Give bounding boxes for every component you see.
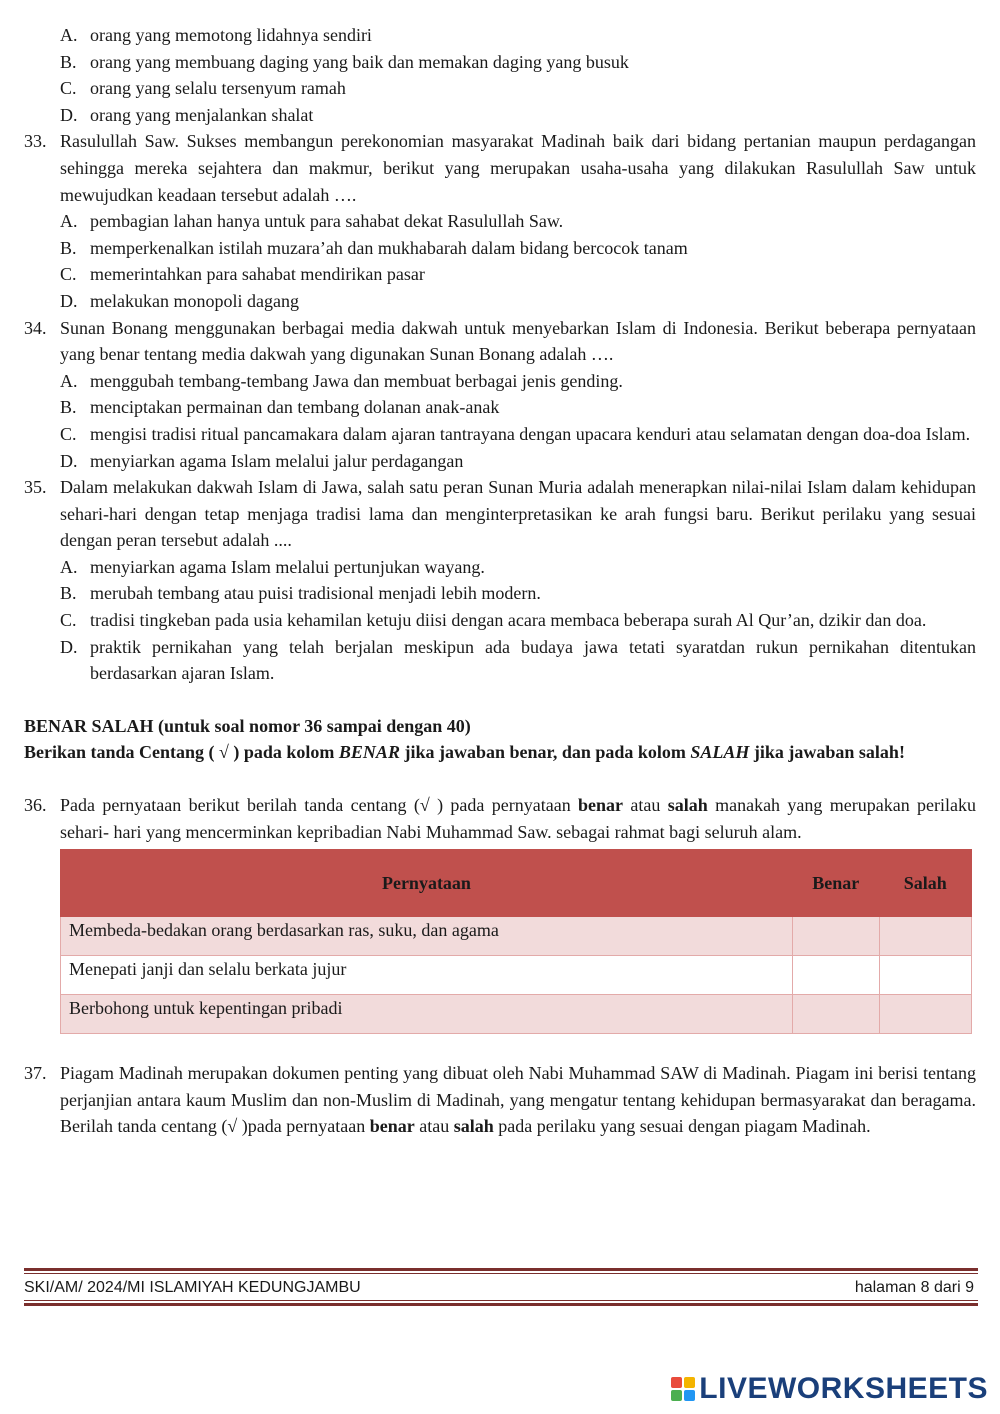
q35-option-a[interactable]: A. menyiarkan agama Islam melalui pertunjukan wayang. (60, 556, 485, 577)
statement-cell: Menepati janji dan selalu berkata jujur (61, 956, 793, 995)
footer-document-code: SKI/AM/ 2024/MI ISLAMIYAH KEDUNGJAMBU (24, 1279, 361, 1296)
footer-divider-top-thin (24, 1273, 978, 1274)
footer-page-number: halaman 8 dari 9 (854, 1279, 974, 1296)
q34-option-a[interactable]: A. menggubah tembang-tembang Jawa dan membuat berbagai jenis gending. (60, 370, 623, 391)
section-instruction: Berikan tanda Centang ( √ ) pada kolom BENAR jika jawaban benar, dan pada kolom SALAH jika jawaban salah! (24, 742, 905, 763)
q33-option-a[interactable]: A. pembagian lahan hanya untuk para sahabat dekat Rasulullah Saw. (60, 211, 564, 232)
salah-checkbox-cell[interactable] (879, 995, 972, 1034)
statement-cell: Membeda-bedakan orang berdasarkan ras, suku, dan agama (61, 917, 793, 956)
q32-options (24, 22, 976, 128)
benar-checkbox-cell[interactable] (792, 995, 879, 1034)
q33-option-d[interactable]: D. melakukan monopoli dagang (60, 290, 299, 311)
benar-checkbox-cell[interactable] (792, 917, 879, 956)
benar-checkbox-cell[interactable] (792, 956, 879, 995)
footer-divider-bottom-thin (24, 1300, 978, 1301)
q33-option-b[interactable]: B. memperkenalkan istilah muzara’ah dan mukhabarah dalam bidang bercocok tanam (60, 237, 688, 258)
q32-option-c[interactable]: C. orang yang selalu tersenyum ramah (60, 78, 346, 99)
statement-table (60, 849, 972, 1034)
question-35: 35. Dalam melakukan dakwah Islam di Jawa, salah satu peran Sunan Muria adalah menerapkan nilai-nilai Islam dalam kehidupan sehari-hari dengan tetap menjaga tradisi lama dan menginterpretasikan ke arah fungsi baru. Berikut perilaku yang sesuai dengan peran tersebut adalah .... (24, 477, 976, 551)
section-heading: BENAR SALAH (untuk soal nomor 36 sampai dengan 40) (24, 715, 471, 736)
q34-option-c[interactable]: C. mengisi tradisi ritual pancamakara dalam ajaran tantrayana dengan upacara kenduri atau selamatan dengan doa-doa Islam. (60, 423, 971, 444)
salah-checkbox-cell[interactable] (879, 917, 972, 956)
header-pernyataan: Pernyataan (61, 850, 793, 917)
q35-option-c[interactable]: C. tradisi tingkeban pada usia kehamilan ketuju diisi dengan acara membaca beberapa surah Al Qur’an, dzikir dan doa. (60, 610, 927, 631)
q34-option-d[interactable]: D. menyiarkan agama Islam melalui jalur perdagangan (60, 450, 464, 471)
question-36: 36. Pada pernyataan berikut berilah tanda centang (√ ) pada pernyataan benar atau salah manakah yang merupakan perilaku sehari- hari yang mencerminkan kepribadian Nabi Muhammad Saw. sebagai rahmat bagi seluruh alam. (24, 795, 977, 842)
worksheet-page (24, 22, 976, 1140)
statement-cell: Berbohong untuk kepentingan pribadi (61, 995, 793, 1034)
q33-option-c[interactable]: C. memerintahkan para sahabat mendirikan pasar (60, 264, 425, 285)
q34-option-b[interactable]: B. menciptakan permainan dan tembang dolanan anak-anak (60, 397, 500, 418)
q32-option-a[interactable]: A. orang yang memotong lidahnya sendiri (60, 25, 372, 45)
table-row (61, 995, 972, 1034)
q35-option-d[interactable]: D. praktik pernikahan yang telah berjalan meskipun ada budaya jawa tetati syaratdan rukun pernikahan ditentukan berdasarkan ajaran Islam. (60, 636, 976, 684)
salah-checkbox-cell[interactable] (879, 956, 972, 995)
q32-option-b[interactable]: B. orang yang membuang daging yang baik dan memakan daging yang busuk (60, 51, 629, 72)
question-33: 33. Rasulullah Saw. Sukses membangun perekonomian masyarakat Madinah baik dari bidang pertanian maupun perdagangan sehingga mereka sejahtera dan makmur, berikut yang merupakan usaha-usaha yang dilakukan Rasulullah Saw untuk mewujudkan keadaan tersebut adalah …. (24, 131, 976, 205)
table-row (61, 917, 972, 956)
liveworksheets-brand[interactable] (671, 1372, 988, 1406)
question-34: 34. Sunan Bonang menggunakan berbagai media dakwah untuk menyebarkan Islam di Indonesia. Berikut beberapa pernyataan yang benar tentang media dakwah yang digunakan Sunan Bonang adalah …. (24, 317, 976, 365)
header-benar: Benar (792, 850, 879, 917)
table-row (61, 956, 972, 995)
footer-divider-bottom (24, 1303, 978, 1306)
liveworksheets-logo-icon (671, 1377, 695, 1401)
q32-option-d[interactable]: D. orang yang menjalankan shalat (60, 104, 314, 125)
q35-option-b[interactable]: B. merubah tembang atau puisi tradisional menjadi lebih modern. (60, 583, 541, 604)
header-salah: Salah (879, 850, 972, 917)
footer-divider-top (24, 1268, 978, 1271)
question-37: 37. Piagam Madinah merupakan dokumen penting yang dibuat oleh Nabi Muhammad SAW di Madinah. Piagam ini berisi tentang perjanjian antara kaum Muslim dan non-Muslim di Madinah, yang mengatur tentang kehidupan bermasyarakat dan beragama. Berilah tanda centang (√ )pada pernyataan benar atau salah pada perilaku yang sesuai dengan piagam Madinah. (24, 1063, 976, 1137)
brand-name: LIVEWORKSHEETS (699, 1372, 988, 1405)
